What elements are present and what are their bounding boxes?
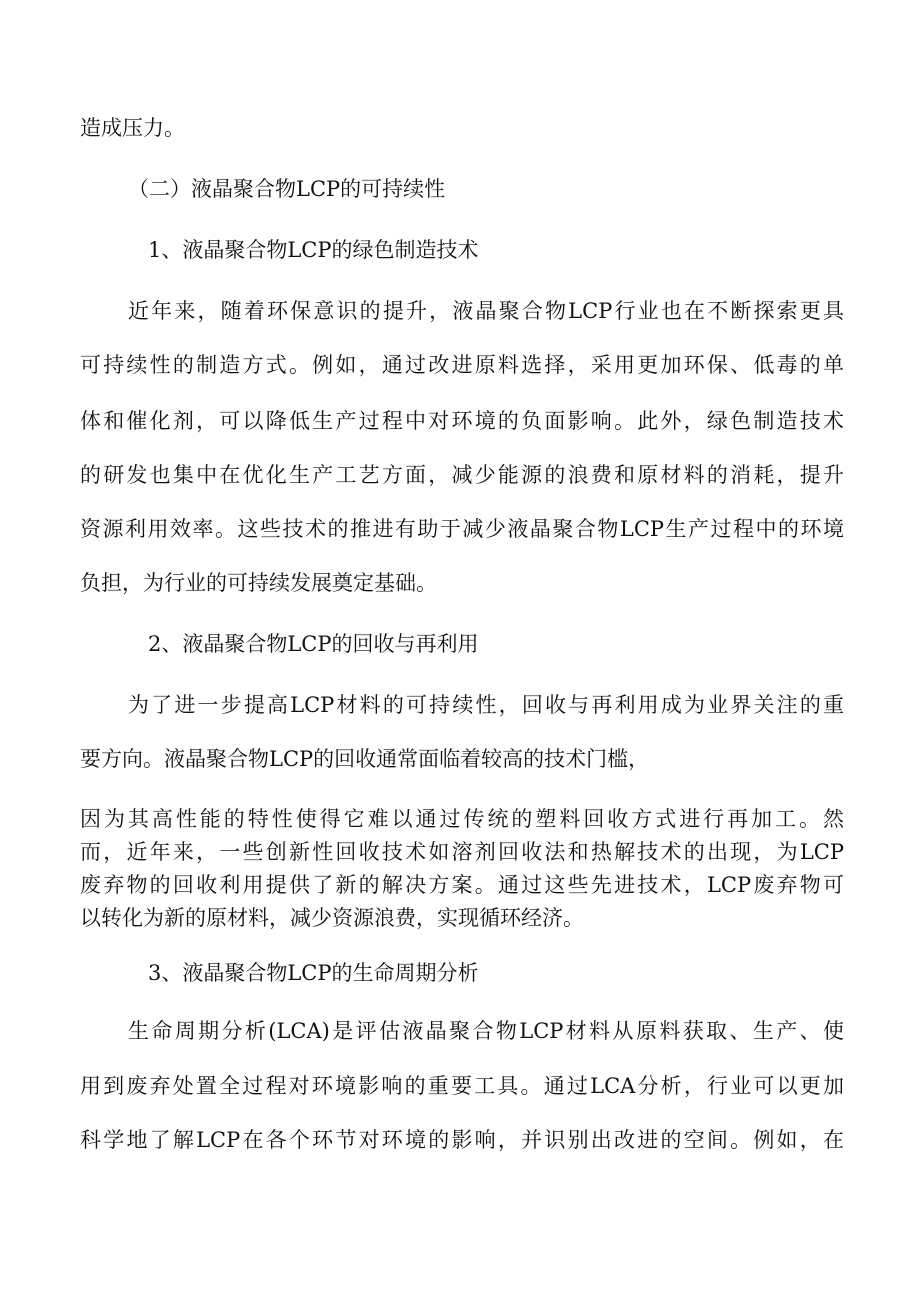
paragraph-line: 造成压力。 [80, 116, 185, 140]
paragraph-line: 要方向。液晶聚合物LCP的回收通常面临着较高的技术门槛， [80, 747, 650, 771]
paragraph-line: 为了进一步提高LCP材料的可持续性，回收与再利用成为业界关注的重 [128, 693, 844, 717]
subsection-heading: 2、液晶聚合物LCP的回收与再利用 [148, 632, 479, 656]
paragraph-line: 用到废弃处置全过程对环境影响的重要工具。通过LCA分析，行业可以更加 [80, 1074, 844, 1098]
paragraph-line: 废弃物的回收利用提供了新的解决方案。通过这些先进技术，LCP废弃物可 [80, 873, 844, 897]
paragraph-line: 科学地了解LCP在各个环节对环境的影响，并识别出改进的空间。例如，在 [80, 1128, 844, 1152]
section-heading: （二）液晶聚合物LCP的可持续性 [128, 177, 446, 201]
paragraph-line: 以转化为新的原材料，减少资源浪费，实现循环经济。 [80, 906, 584, 930]
subsection-heading: 1、液晶聚合物LCP的绿色制造技术 [148, 238, 479, 262]
paragraph-line: 生命周期分析(LCA)是评估液晶聚合物LCP材料从原料获取、生产、使 [128, 1019, 844, 1043]
subsection-heading: 3、液晶聚合物LCP的生命周期分析 [148, 961, 479, 985]
paragraph-line: 体和催化剂，可以降低生产过程中对环境的负面影响。此外，绿色制造技术 [80, 409, 844, 433]
paragraph-line: 资源利用效率。这些技术的推进有助于减少液晶聚合物LCP生产过程中的环境 [80, 517, 844, 541]
paragraph-line: 负担，为行业的可持续发展奠定基础。 [80, 571, 437, 595]
paragraph-line: 因为其高性能的特性使得它难以通过传统的塑料回收方式进行再加工。然 [80, 807, 844, 831]
paragraph-line: 而，近年来，一些创新性回收技术如溶剂回收法和热解技术的出现，为LCP [80, 840, 844, 864]
paragraph-line: 可持续性的制造方式。例如，通过改进原料选择，采用更加环保、低毒的单 [80, 353, 844, 377]
paragraph-line: 的研发也集中在优化生产工艺方面，减少能源的浪费和原材料的消耗，提升 [80, 463, 844, 487]
paragraph-line: 近年来，随着环保意识的提升，液晶聚合物LCP行业也在不断探索更具 [128, 299, 844, 323]
